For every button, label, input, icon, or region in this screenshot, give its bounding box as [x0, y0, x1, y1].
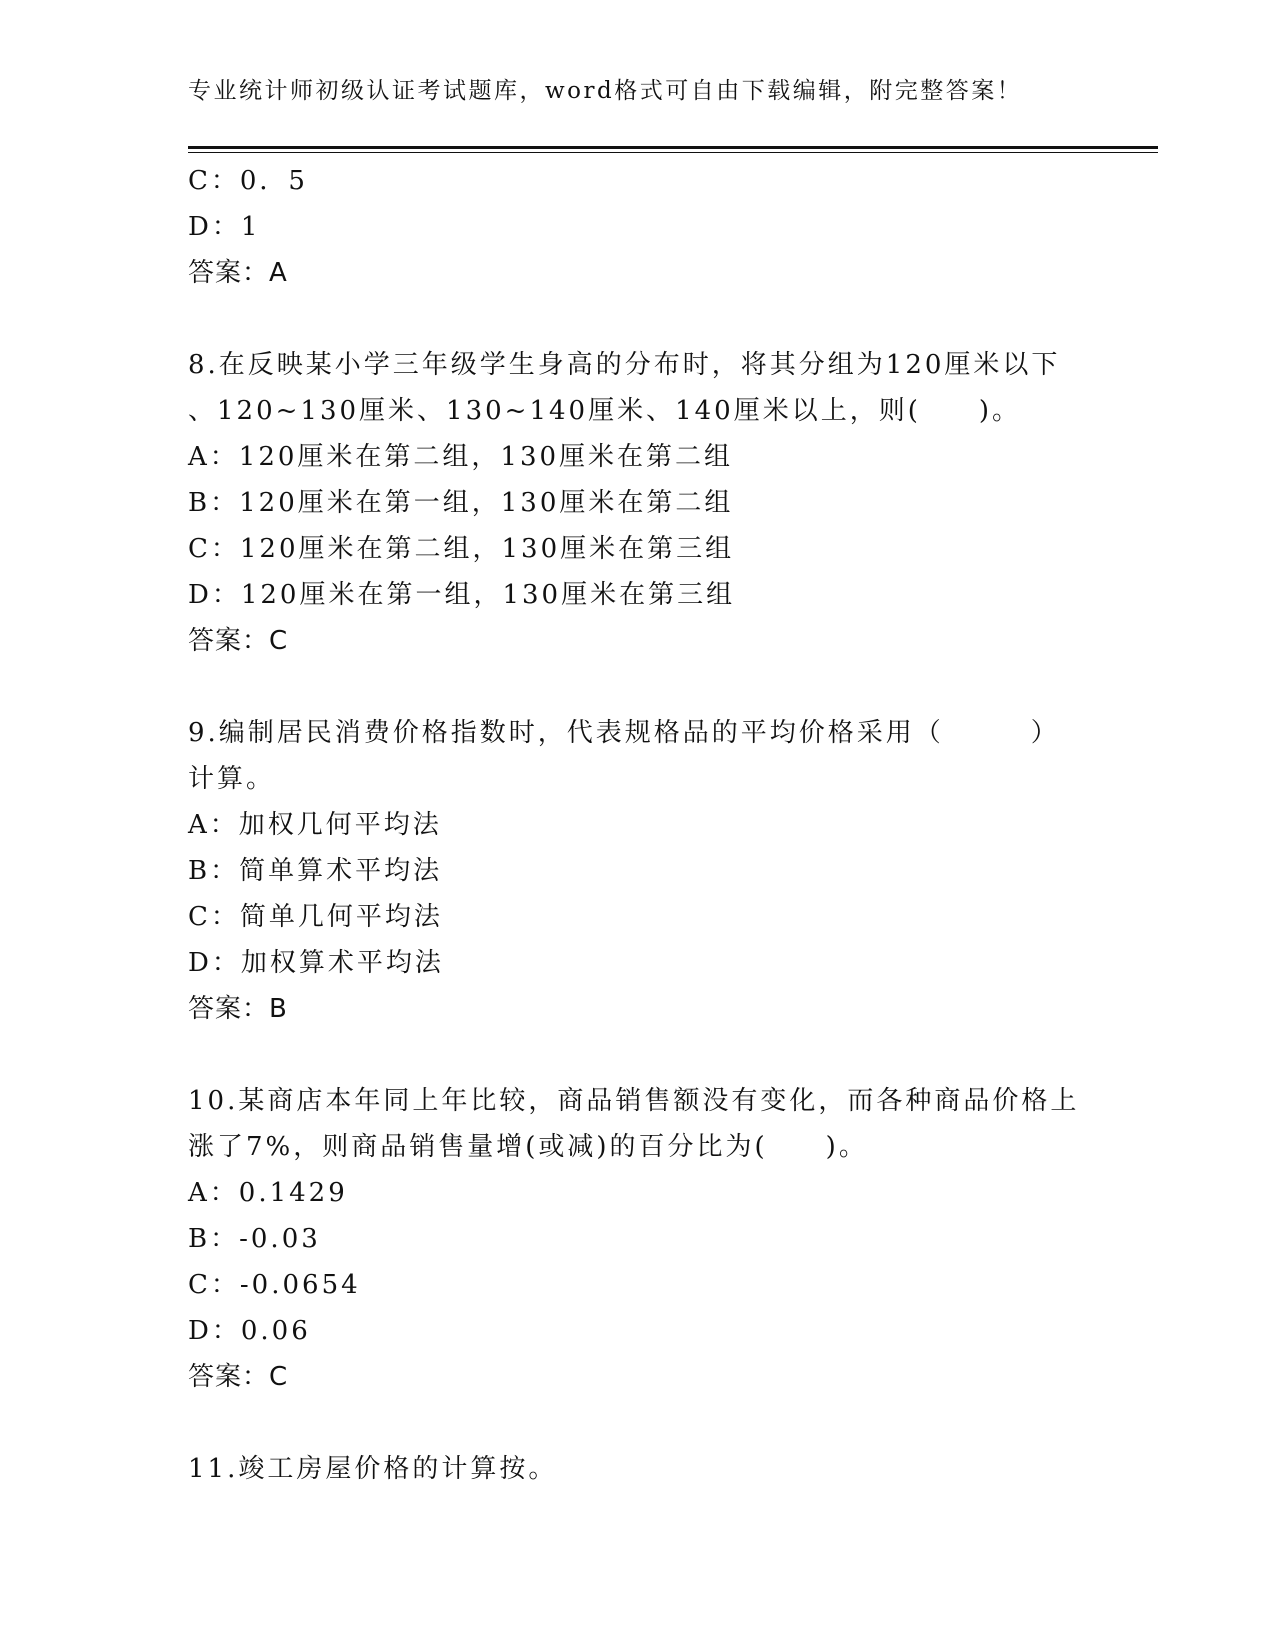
document-header: 专业统计师初级认证考试题库，word格式可自由下载编辑，附完整答案！: [188, 78, 1023, 104]
option-b: B：简单算术平均法: [188, 856, 443, 886]
option-d: D：0.06: [188, 1316, 311, 1346]
option-c: C：-0.0654: [188, 1270, 361, 1300]
answer: 答案：B: [188, 994, 288, 1024]
answer: 答案：C: [188, 1362, 289, 1392]
option-c: C：简单几何平均法: [188, 902, 443, 932]
option-c: C：0．5: [188, 166, 308, 196]
question-8-stem: 8.在反映某小学三年级学生身高的分布时，将其分组为120厘米以下: [188, 350, 1061, 380]
answer: 答案：C: [188, 626, 289, 656]
question-10-stem: 涨了7%，则商品销售量增(或减)的百分比为( )。: [188, 1132, 868, 1162]
question-10-stem: 10.某商店本年同上年比较，商品销售额没有变化，而各种商品价格上: [188, 1086, 1080, 1116]
option-c: C：120厘米在第二组，130厘米在第三组: [188, 534, 735, 564]
option-a: A：0.1429: [188, 1178, 348, 1208]
option-d: D：加权算术平均法: [188, 948, 444, 978]
option-b: B：120厘米在第一组，130厘米在第二组: [188, 488, 734, 518]
option-d: D：1: [188, 212, 261, 242]
option-a: A：120厘米在第二组，130厘米在第二组: [188, 442, 734, 472]
header-rule: [188, 146, 1158, 149]
question-9-stem: 计算。: [188, 764, 276, 794]
header-rule-thin: [188, 152, 1158, 153]
question-9-stem: 9.编制居民消费价格指数时，代表规格品的平均价格采用（ ）: [188, 718, 1060, 748]
option-b: B：-0.03: [188, 1224, 321, 1254]
question-8-stem: 、120~130厘米、130~140厘米、140厘米以上，则( )。: [188, 396, 1021, 426]
option-d: D：120厘米在第一组，130厘米在第三组: [188, 580, 736, 610]
answer: 答案：A: [188, 258, 288, 288]
option-a: A：加权几何平均法: [188, 810, 442, 840]
question-11-stem: 11.竣工房屋价格的计算按。: [188, 1454, 558, 1484]
question-content: [188, 158, 1088, 1492]
